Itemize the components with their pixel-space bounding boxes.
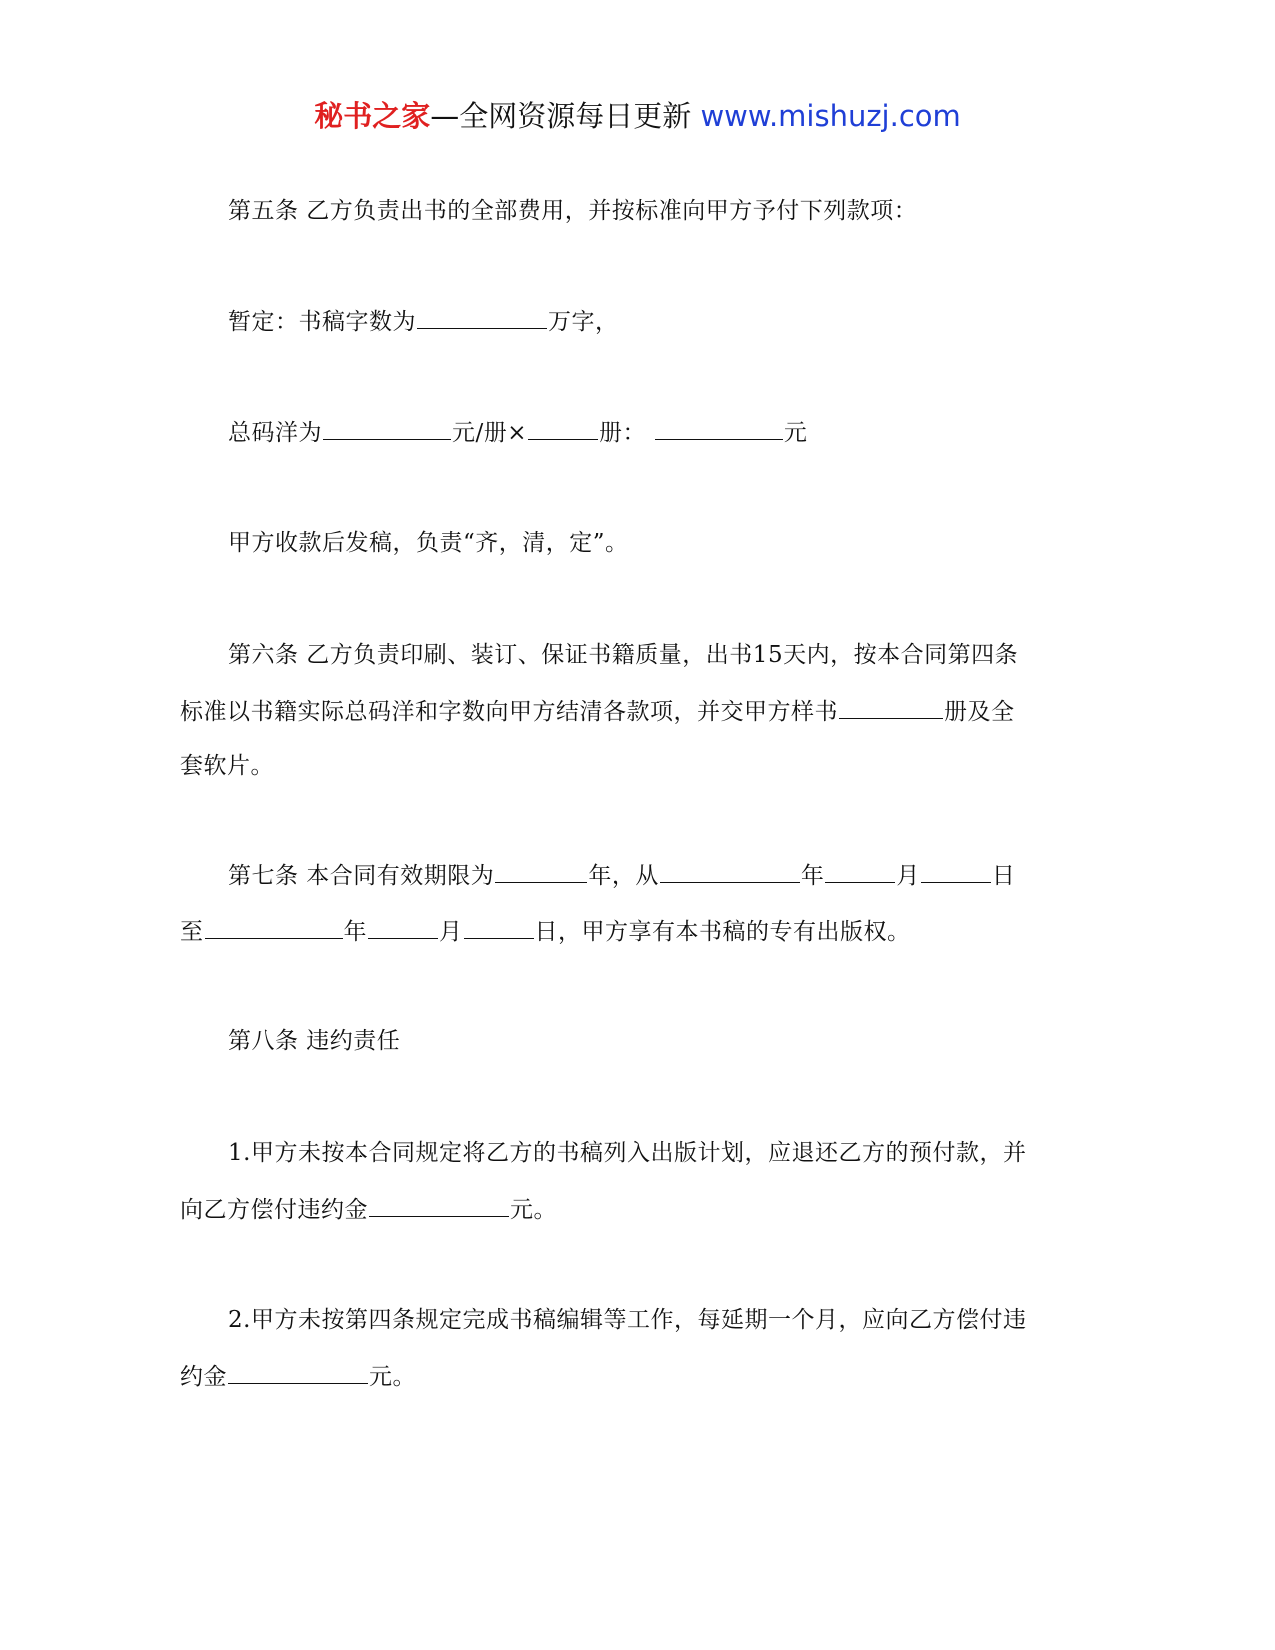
article6-line2-suffix: 册及全 [944,699,1015,725]
sample-copies-blank[interactable] [839,694,943,719]
wordcount-suffix: 万字， [548,309,619,335]
penalty2-blank[interactable] [228,1359,368,1384]
article6-line2 [180,694,1015,729]
wordcount-prefix: 暂定：书稿字数为 [228,309,416,335]
article7-line1 [228,858,1015,893]
article7-from: 年，从 [588,863,659,889]
item2-prefix: 约金 [180,1364,227,1390]
brand-name: 秘书之家 [314,99,431,133]
site-url-link[interactable]: www.mishuzj.com [700,99,961,133]
item2-suffix: 元。 [369,1364,416,1390]
start-month-label: 月 [896,863,920,889]
end-month-label: 月 [439,919,463,945]
price-blank[interactable] [323,415,451,440]
start-year-blank[interactable] [660,858,800,883]
article7-prefix: 第七条 本合同有效期限为 [228,863,495,889]
article5-wordcount-line [228,304,619,339]
total-unit-yuan: 元 [783,420,808,446]
article8-title: 第八条 违约责任 [228,1028,401,1054]
validity-years-blank[interactable] [495,858,587,883]
article8-item1-line1: 1.甲方未按本合同规定将乙方的书稿列入出版计划，应退还乙方的预付款，并 [228,1140,1027,1166]
copies-blank[interactable] [528,415,598,440]
penalty1-blank[interactable] [369,1192,509,1217]
article5-collect: 甲方收款后发稿，负责“齐，清，定”。 [228,530,629,556]
article8-item2-line2 [180,1359,416,1394]
item1-suffix: 元。 [510,1197,557,1223]
total-prefix: 总码洋为 [228,420,322,446]
start-day-blank[interactable] [921,858,991,883]
article8-item1-line2 [180,1192,557,1227]
wordcount-blank[interactable] [417,304,547,329]
article5-total-line [228,415,807,450]
article7-to: 至 [180,919,204,945]
start-day-label: 日 [991,863,1016,889]
site-header [0,96,1275,136]
article6-line2-prefix: 标准以书籍实际总码洋和字数向甲方结清各款项，并交甲方样书 [180,699,838,725]
article7-line2-suffix: 日，甲方享有本书稿的专有出版权。 [534,919,911,945]
end-year-blank[interactable] [205,914,343,939]
total-unit-copies: 册： [599,420,647,446]
total-amount-blank[interactable] [655,415,783,440]
start-year-label: 年 [800,863,825,889]
article7-line2 [180,914,911,949]
end-day-blank[interactable] [464,914,534,939]
start-month-blank[interactable] [825,858,895,883]
article5-text: 第五条 乙方负责出书的全部费用，并按标准向甲方予付下列款项： [228,198,918,224]
article6-line3: 套软片。 [180,753,274,779]
header-tagline: —全网资源每日更新 [430,99,692,133]
end-month-blank[interactable] [368,914,438,939]
total-unit-per-copy: 元/册× [452,420,528,446]
end-year-label: 年 [343,919,367,945]
article6-line1: 第六条 乙方负责印刷、装订、保证书籍质量，出书15天内，按本合同第四条 [228,642,1019,668]
article8-item2-line1: 2.甲方未按第四条规定完成书稿编辑等工作，每延期一个月，应向乙方偿付违 [228,1307,1027,1333]
item1-prefix: 向乙方偿付违约金 [180,1197,368,1223]
